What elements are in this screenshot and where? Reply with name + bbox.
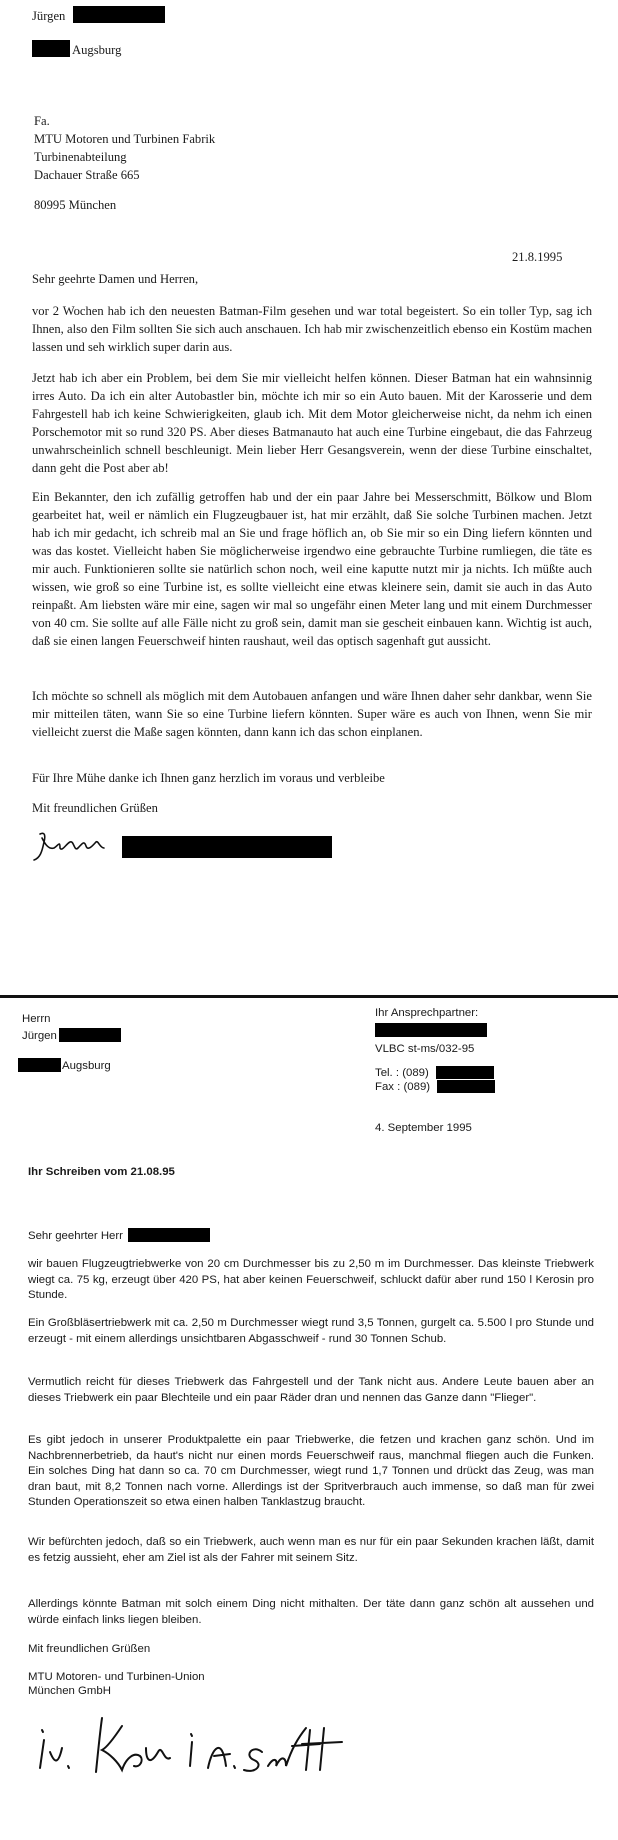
- address-city: Augsburg: [62, 1060, 111, 1072]
- recipient-line-2: MTU Motoren und Turbinen Fabrik: [34, 132, 216, 146]
- company-line-2: München GmbH: [28, 1685, 111, 1697]
- contact-reference: VLBC st-ms/032-95: [375, 1043, 475, 1055]
- contact-label: Ihr Ansprechpartner:: [375, 1007, 479, 1019]
- address-line-2: [22, 1028, 121, 1045]
- body-paragraph: Für Ihre Mühe danke ich Ihnen ganz herzlich im voraus und verbleibe: [32, 771, 385, 785]
- tel-label: Tel. : (089): [375, 1067, 429, 1079]
- redaction-bar: [73, 6, 165, 23]
- signature-juergen: [30, 826, 130, 866]
- redaction-bar: [59, 1028, 121, 1042]
- body-paragraph: vor 2 Wochen hab ich den neuesten Batman-Film gesehen und war total begeistert. So ein toller Typ, sag ich Ihnen, also den Film sollten Sie sich auch anschauen. Ich hab mir zwischenzeitlich ebenso ein Kostüm machen lassen und seh wirklich super darin aus.: [32, 304, 592, 354]
- contact-fax: [375, 1080, 495, 1096]
- recipient-line-5: 80995 München: [34, 198, 117, 212]
- salutation: [28, 1228, 210, 1245]
- page-divider: [0, 995, 618, 998]
- redaction-bar: [32, 40, 70, 57]
- recipient-line-4: Dachauer Straße 665: [34, 168, 140, 182]
- sender-name: Jürgen: [32, 9, 66, 23]
- body-paragraph: Ich möchte so schnell als möglich mit dem Autobauen anfangen und wäre Ihnen daher sehr dankbar, wenn Sie mir mitteilen täten, wann Sie so eine Turbine liefern könnten. Super wäre es auch von Ihnen, wenn Sie mir vielleicht zuerst die Maße sagen könnten, dann kann ich das schon einplanen.: [32, 689, 592, 739]
- fax-label: Fax : (089): [375, 1081, 431, 1093]
- subject-line: Ihr Schreiben vom 21.08.95: [28, 1166, 175, 1178]
- sender-city: Augsburg: [72, 43, 122, 57]
- body-paragraph: Es gibt jedoch in unserer Produktpalette ein paar Triebwerke, die fetzen und krachen ganz schön. Und im Nachbrennerbetrieb, da haut's nicht nur einen mords Feuerschweif raus, manchmal fliegen auch die Funken. Ein solches Ding hat dann so ca. 70 cm Durchmesser, wiegt rund 1,7 Tonnen und drückt das Zeug, was man dran baut, mit 8,2 Tonnen nach vorne. Allerdings ist der Spritverbrauch auch immense, so daß man für zwei Stunden Operationszeit so etwa einen halben Tanklastzug braucht.: [28, 1434, 594, 1508]
- body-paragraph: Jetzt hab ich aber ein Problem, bei dem Sie mir vielleicht helfen können. Dieser Batman hat ein wahnsinnig irres Auto. Da ich ein alter Autobastler bin, möchte ich mir so ein Auto bauen. Mit der Karosserie und dem Fahrgestell hab ich keine Schwierigkeiten, glaub ich. Mit dem Motor gleicherweise nicht, da nehm ich einen Porschemotor mit so rund 320 PS. Aber dieses Batmanauto hat auch eine Turbine eingebaut, die das Fahrzeug unwahrscheinlich schnell beschleunigt. Mein lieber Herr Gesangsverein, wenn der diese Turbine einschaltet, dann geht die Post aber ab!: [32, 371, 592, 475]
- body-paragraph: Allerdings könnte Batman mit solch einem Ding nicht mithalten. Der täte dann ganz schön alt aussehen und würde einfach links liegen bleiben.: [28, 1598, 594, 1626]
- closing: Mit freundlichen Grüßen: [32, 801, 158, 815]
- body-paragraph: Vermutlich reicht für dieses Triebwerk das Fahrgestell und der Tank nicht aus. Andere Leute bauen aber an dieses Triebwerk ein paar Blechteile und ein paar Räder dran und nennen das Ganze dann "Flieger".: [28, 1376, 594, 1404]
- letter-from-mtu: [0, 1000, 618, 1840]
- salutation: Sehr geehrte Damen und Herren,: [32, 272, 199, 286]
- recipient-line-1: Fa.: [34, 114, 50, 128]
- address-line-1: Herrn: [22, 1013, 51, 1025]
- letter-date: 21.8.1995: [512, 250, 563, 264]
- body-paragraph: Ein Großbläsertriebwerk mit ca. 2,50 m Durchmesser wiegt rund 3,5 Tonnen, gurgelt ca. 5.500 l pro Stunde und erzeugt - mit einem allerdings unsichtbaren Abgasschweif - rund 30 Tonnen Schub.: [28, 1317, 594, 1345]
- address-name: Jürgen: [22, 1030, 57, 1042]
- redaction-bar: [122, 836, 332, 858]
- signature-mtu: [30, 1708, 360, 1778]
- body-paragraph: Ein Bekannter, den ich zufällig getroffen hab und der ein paar Jahre bei Messerschmitt, Bölkow und Blom gearbeitet hat, weil er nämlich ein Flugzeugbauer ist, hat mir erzählt, daß Sie solche Turbinen machen. Jetzt hab ich mir gedacht, ich schreib mal an Sie und frage höflich an, ob Sie mir so ein Ding liefern könnten und was das kostet. Vielleicht haben Sie möglicherweise irgendwo eine gebrauchte Turbine rumliegen, die täte es mir auch. Funktionieren sollte sie natürlich schon noch, weil eine kaputte nutzt mir ja nichts. Ich müßte auch wissen, wie groß so eine Turbine ist, es sollte vielleicht eine etwas kleinere sein, damit sie auch in das Auto reinpaßt. Am liebsten wäre mir eine, sagen wir mal so ungefähr einen Meter lang und mit einem Durchmesser von 40 cm. Sie sollte auf alle Fälle nicht zu groß sein, damit man sie gescheit einbauen kann. Wichtig ist auch, daß sie einen langen Feuerschweif hinten raushaut, weil das optisch sagenhaft gut aussicht.: [32, 490, 592, 648]
- company-line-1: MTU Motoren- und Turbinen-Union: [28, 1671, 205, 1683]
- redaction-bar: [128, 1228, 210, 1242]
- salutation-text: Sehr geehrter Herr: [28, 1230, 123, 1242]
- body-paragraph: Wir befürchten jedoch, daß so ein Triebwerk, auch wenn man es nur für ein paar Sekunden krachen läßt, damit es fetzig aussieht, eher am Ziel ist als der Fahrer mit seinem Sitz.: [28, 1536, 594, 1564]
- letter-date: 4. September 1995: [375, 1122, 472, 1134]
- closing: Mit freundlichen Grüßen: [28, 1643, 151, 1655]
- recipient-line-3: Turbinenabteilung: [34, 150, 127, 164]
- redaction-bar: [18, 1058, 61, 1072]
- redaction-bar: [375, 1023, 487, 1037]
- sender-name-line: [32, 6, 165, 25]
- body-paragraph: wir bauen Flugzeugtriebwerke von 20 cm Durchmesser bis zu 2,50 m im Durchmesser. Das kleinste Triebwerk wiegt ca. 75 kg, erzeugt über 420 PS, hat aber keinen Feuerschweif, schluckt dafür aber rund 150 l Kerosin pro Stunde.: [28, 1258, 594, 1301]
- sender-city-line: [32, 40, 121, 59]
- address-line-3: [18, 1058, 111, 1075]
- redaction-bar: [437, 1080, 495, 1093]
- redaction-bar: [436, 1066, 494, 1079]
